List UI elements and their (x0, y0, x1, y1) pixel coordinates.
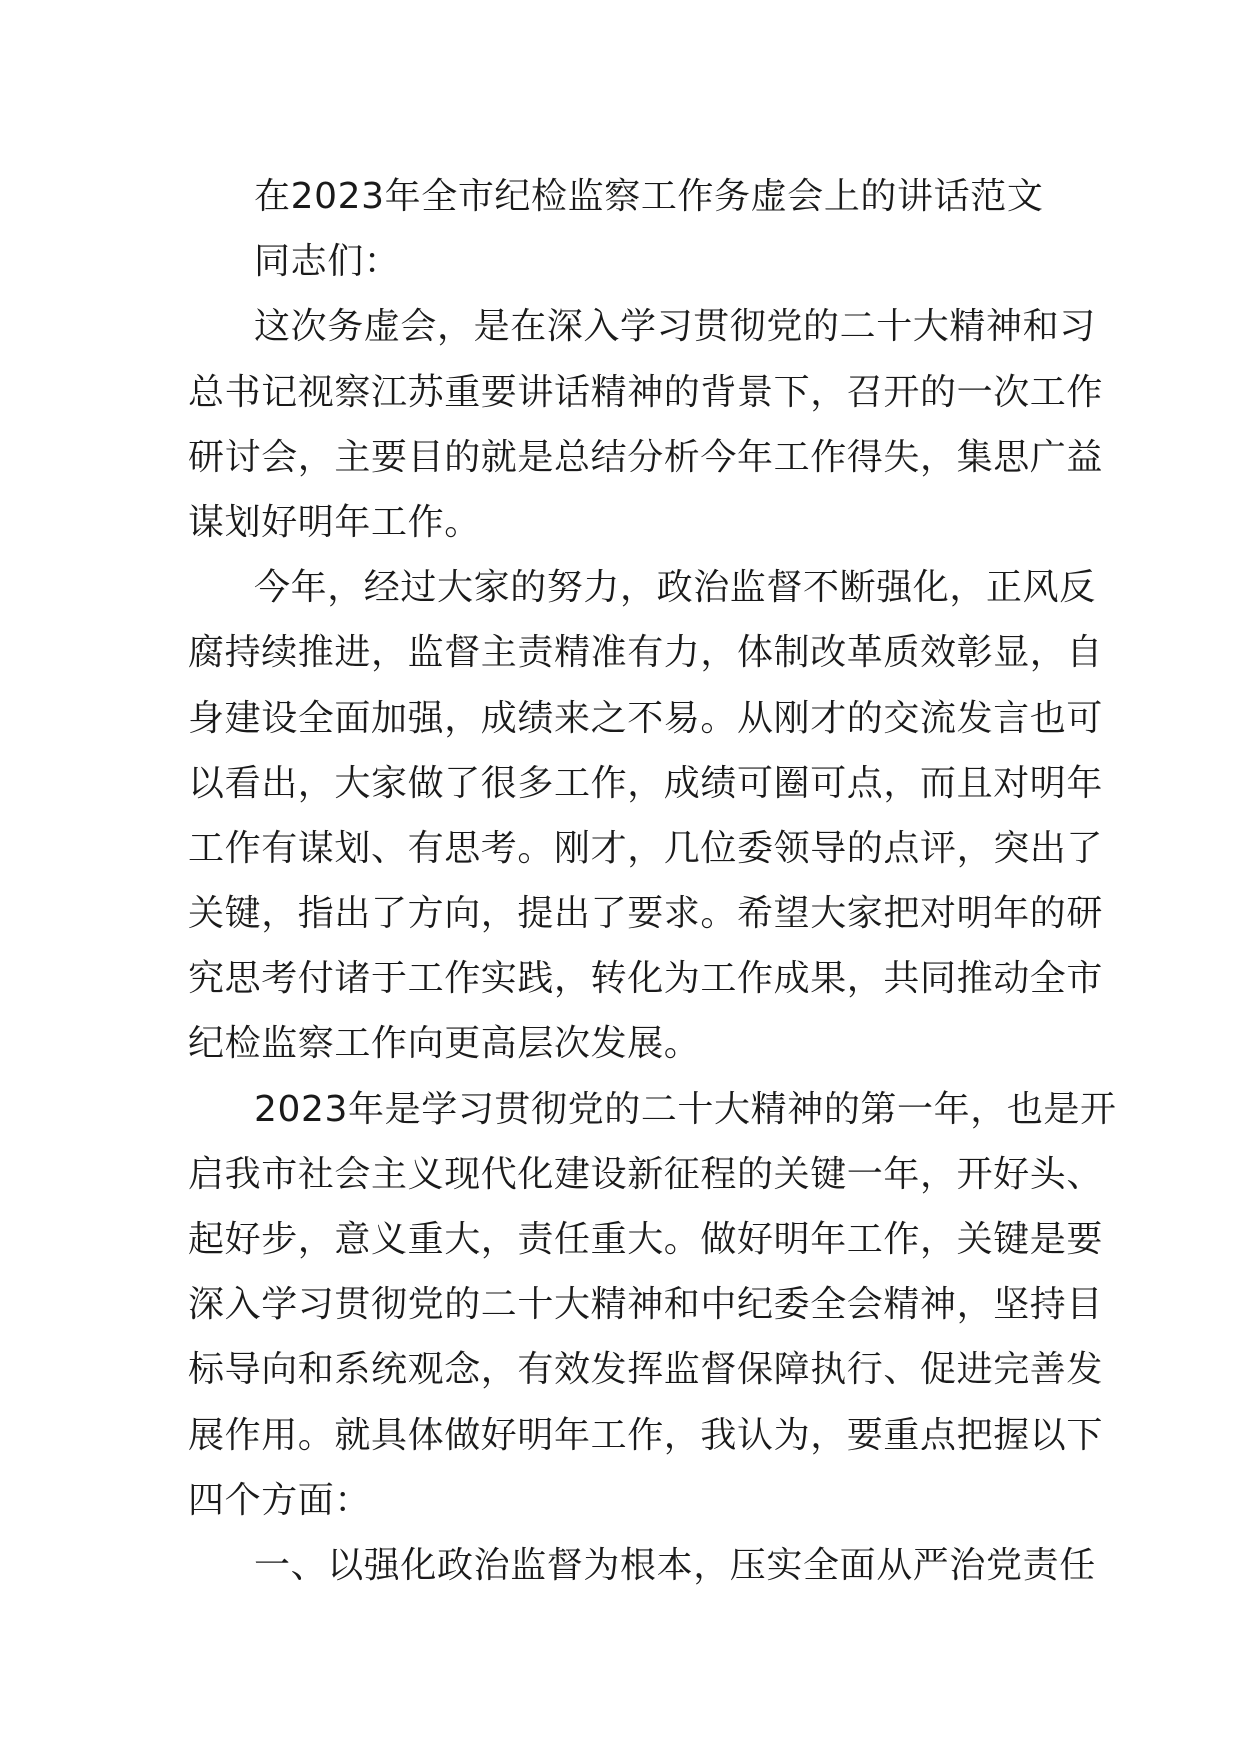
text-line: 工作有谋划、有思考。刚才，几位委领导的点评，突出了 (188, 827, 1104, 869)
text-line: 以看出，大家做了很多工作，成绩可圈可点，而且对明年 (188, 762, 1104, 804)
text-line: 起好步，意义重大，责任重大。做好明年工作，关键是要 (188, 1219, 1104, 1260)
text-line: 四个方面： (188, 1479, 372, 1521)
text-line: 标导向和系统观念，有效发挥监督保障执行、促进完善发 (188, 1349, 1104, 1391)
text-line: 一、以强化政治监督为根本，压实全面从严治党责任 (254, 1544, 1096, 1586)
text-line: 身建设全面加强，成绩来之不易。从刚才的交流发言也可 (188, 697, 1104, 739)
text-line: 究思考付诸于工作实践，转化为工作成果，共同推动全市 (188, 958, 1104, 1000)
document-title: 在2023年全市纪检监察工作务虚会上的讲话范文 (254, 176, 1044, 217)
text-line: 总书记视察江苏重要讲话精神的背景下，召开的一次工作 (188, 371, 1104, 413)
text-line: 今年，经过大家的努力，政治监督不断强化，正风反 (254, 567, 1096, 609)
text-line: 深入学习贯彻党的二十大精神和中纪委全会精神，坚持目 (188, 1284, 1104, 1326)
text-line: 研讨会，主要目的就是总结分析今年工作得失，集思广益 (188, 436, 1104, 478)
body-text (188, 294, 1117, 1598)
salutation: 同志们： (254, 241, 401, 283)
document-body (188, 164, 1117, 1598)
text-line: 展作用。就具体做好明年工作，我认为，要重点把握以下 (188, 1414, 1104, 1456)
text-line: 腐持续推进，监督主责精准有力，体制改革质效彰显，自 (188, 632, 1104, 674)
text-line: 2023年是学习贯彻党的二十大精神的第一年，也是开 (254, 1088, 1117, 1130)
text-line: 纪检监察工作向更高层次发展。 (188, 1023, 701, 1065)
text-line: 谋划好明年工作。 (188, 501, 481, 543)
text-line: 关键，指出了方向，提出了要求。希望大家把对明年的研 (188, 893, 1104, 935)
text-line: 启我市社会主义现代化建设新征程的关键一年，开好头、 (188, 1153, 1104, 1195)
text-line: 这次务虚会，是在深入学习贯彻党的二十大精神和习 (254, 306, 1096, 348)
